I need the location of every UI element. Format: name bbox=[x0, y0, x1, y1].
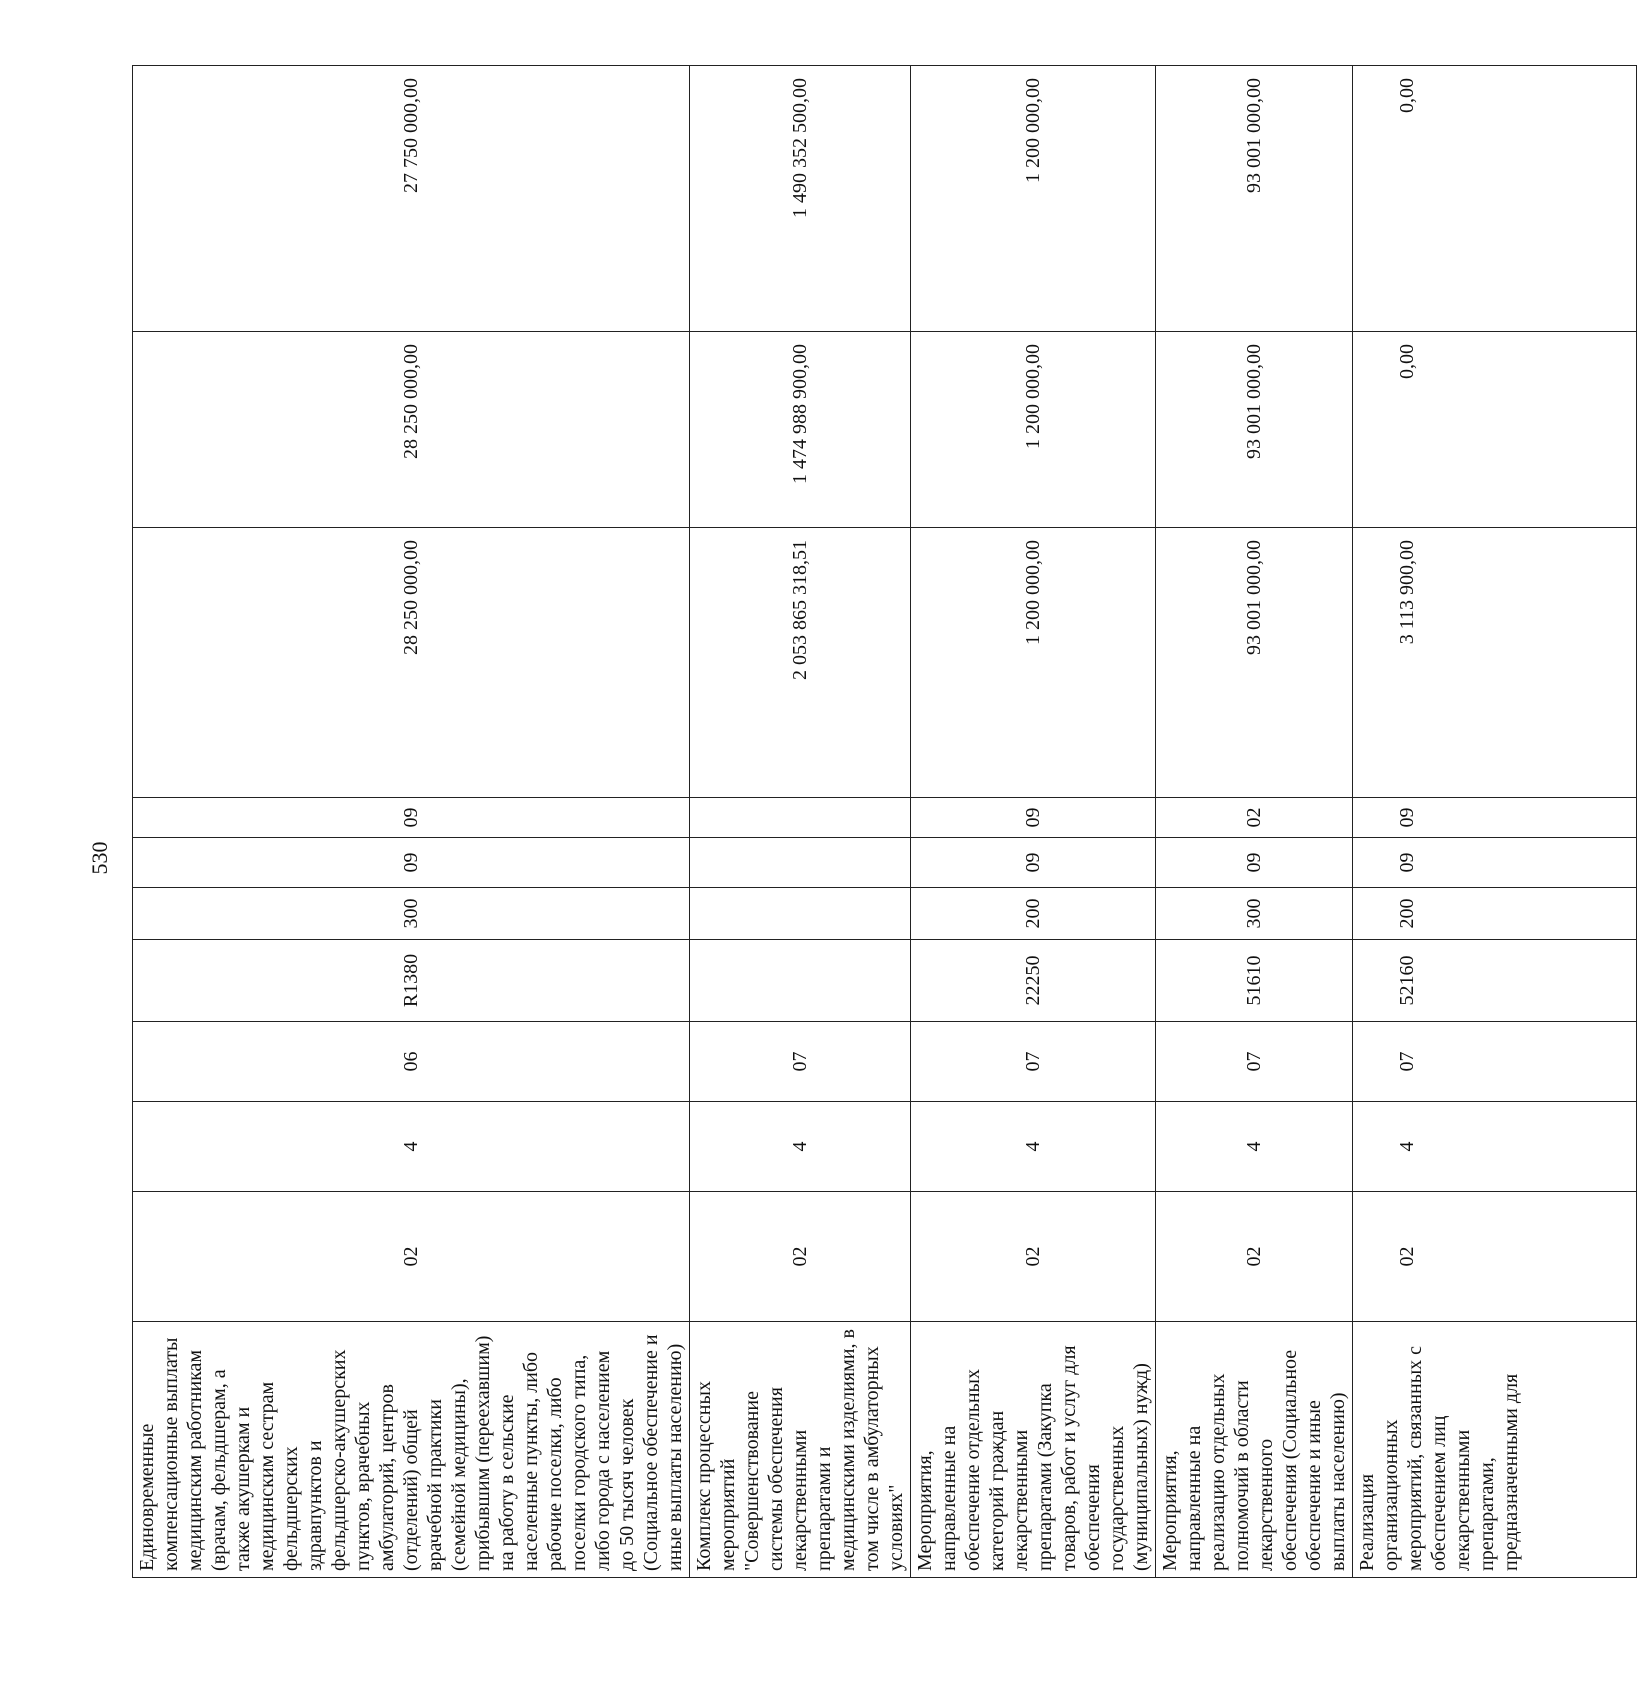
section-code: 09 bbox=[911, 838, 1156, 888]
expense-type-code: 200 bbox=[911, 888, 1156, 940]
section-code: 09 bbox=[133, 838, 690, 888]
budget-table-container bbox=[132, 66, 1522, 1578]
program-code: 02 bbox=[911, 1192, 1156, 1322]
event-code: 07 bbox=[690, 1022, 911, 1102]
event-code: 06 bbox=[133, 1022, 690, 1102]
subsection-code: 02 bbox=[1156, 798, 1353, 838]
amount-year-3: 0,00 bbox=[1353, 66, 1637, 332]
expense-type-code: 200 bbox=[1353, 888, 1637, 940]
amount-year-2: 1 474 988 900,00 bbox=[690, 332, 911, 528]
amount-year-1: 93 001 000,00 bbox=[1156, 528, 1353, 798]
amount-year-2: 93 001 000,00 bbox=[1156, 332, 1353, 528]
table-row bbox=[911, 66, 1156, 1578]
amount-year-1: 2 053 865 318,51 bbox=[690, 528, 911, 798]
row-description: Мероприятия, направленные на реализацию отдельных полномочий в области лекарственного обеспечения (Социальное обеспечение и иные выплаты населению) bbox=[1156, 1322, 1353, 1578]
program-code: 02 bbox=[133, 1192, 690, 1322]
event-code: 07 bbox=[1353, 1022, 1637, 1102]
subprogram-code: 4 bbox=[690, 1102, 911, 1192]
section-code: 09 bbox=[1156, 838, 1353, 888]
page-number: 530 bbox=[87, 841, 112, 875]
table-row bbox=[690, 66, 911, 1578]
subprogram-code: 4 bbox=[1353, 1102, 1637, 1192]
row-description: Реализация организационных мероприятий, связанных с обеспечением лиц лекарственными препаратами, предназначенными для bbox=[1353, 1322, 1637, 1578]
subsection-code: 09 bbox=[911, 798, 1156, 838]
subprogram-code: 4 bbox=[133, 1102, 690, 1192]
direction-code: 22250 bbox=[911, 940, 1156, 1022]
row-description: Комплекс процессных мероприятий "Совершенствование системы обеспечения лекарственными препаратами и медицинскими изделиями, в том числе в амбулаторных условиях" bbox=[690, 1322, 911, 1578]
expense-type-code: 300 bbox=[1156, 888, 1353, 940]
subprogram-code: 4 bbox=[911, 1102, 1156, 1192]
budget-table bbox=[132, 65, 1637, 1578]
amount-year-3: 93 001 000,00 bbox=[1156, 66, 1353, 332]
section-code bbox=[690, 838, 911, 888]
table-row bbox=[133, 66, 690, 1578]
direction-code: 51610 bbox=[1156, 940, 1353, 1022]
program-code: 02 bbox=[1156, 1192, 1353, 1322]
amount-year-1: 3 113 900,00 bbox=[1353, 528, 1637, 798]
subsection-code: 09 bbox=[1353, 798, 1637, 838]
direction-code bbox=[690, 940, 911, 1022]
amount-year-1: 28 250 000,00 bbox=[133, 528, 690, 798]
amount-year-3: 27 750 000,00 bbox=[133, 66, 690, 332]
direction-code: 52160 bbox=[1353, 940, 1637, 1022]
expense-type-code: 300 bbox=[133, 888, 690, 940]
amount-year-3: 1 200 000,00 bbox=[911, 66, 1156, 332]
subprogram-code: 4 bbox=[1156, 1102, 1353, 1192]
amount-year-2: 0,00 bbox=[1353, 332, 1637, 528]
amount-year-2: 1 200 000,00 bbox=[911, 332, 1156, 528]
program-code: 02 bbox=[690, 1192, 911, 1322]
amount-year-2: 28 250 000,00 bbox=[133, 332, 690, 528]
amount-year-1: 1 200 000,00 bbox=[911, 528, 1156, 798]
program-code: 02 bbox=[1353, 1192, 1637, 1322]
table-row bbox=[1156, 66, 1353, 1578]
table-row bbox=[1353, 66, 1637, 1578]
event-code: 07 bbox=[911, 1022, 1156, 1102]
event-code: 07 bbox=[1156, 1022, 1353, 1102]
row-description: Мероприятия, направленные на обеспечение отдельных категорий граждан лекарственными препаратами (Закупка товаров, работ и услуг для обеспечения государственных (муниципальных) нужд) bbox=[911, 1322, 1156, 1578]
amount-year-3: 1 490 352 500,00 bbox=[690, 66, 911, 332]
subsection-code: 09 bbox=[133, 798, 690, 838]
section-code: 09 bbox=[1353, 838, 1637, 888]
direction-code: R1380 bbox=[133, 940, 690, 1022]
expense-type-code bbox=[690, 888, 911, 940]
subsection-code bbox=[690, 798, 911, 838]
row-description: Единовременные компенсационные выплаты медицинским работникам (врачам, фельдшерам, а также акушеркам и медицинским сестрам фельдшерских здравпунктов и фельдшерско-акушерских пунктов, врачебных амбулаторий, центров (отделений) общей врачебной практики (семейной медицины), прибывшим (переехавшим) на работу в сельские населенные пункты, либо рабочие поселки, либо поселки городского типа, либо города с населением до 50 тысяч человек (Социальное обеспечение и иные выплаты населению) bbox=[133, 1322, 690, 1578]
